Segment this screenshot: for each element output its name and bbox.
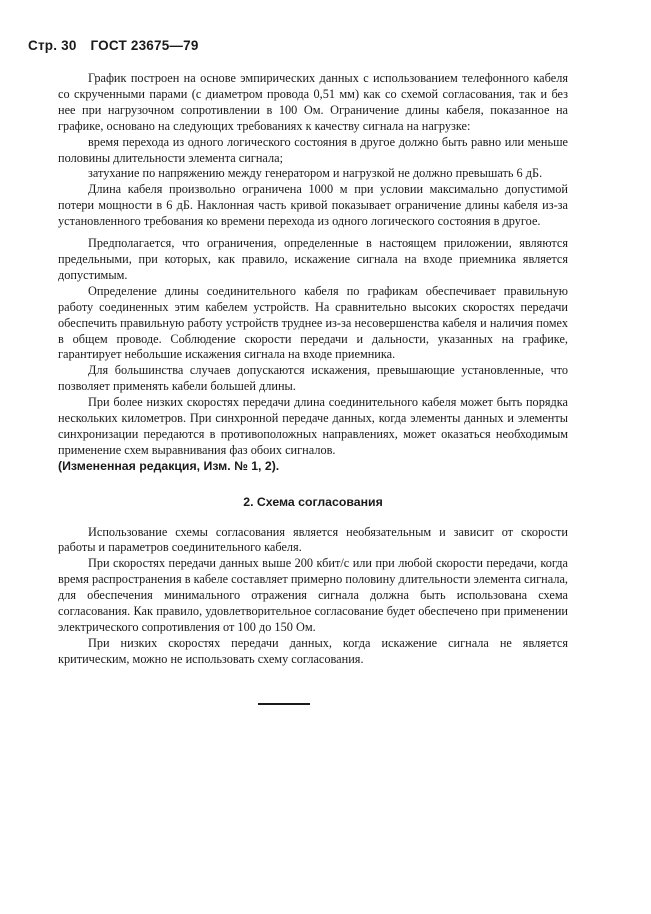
paragraph-length-determination: Определение длины соединительного кабеля по графикам обеспечивает правильную работу соединенных этим кабелем устройств. На сравнительно высоких скоростях передачи обеспечить правильную работу устройств труднее из-за несовершенства кабеля и наличия помех в общем проводе. Соблюдение скорости передачи и дальности, указанных на графике, гарантирует небольшие искажения сигнала на входе приемника. bbox=[58, 283, 568, 362]
end-rule-divider bbox=[258, 703, 310, 705]
document-body bbox=[58, 71, 568, 668]
page-number: Стр. 30 bbox=[28, 38, 77, 53]
standard-designation: ГОСТ 23675—79 bbox=[90, 38, 199, 53]
paragraph-limits-assumption: Предполагается, что ограничения, определенные в настоящем приложении, являются предельными, при которых, как правило, искажение сигнала на входе приемника является допустимым. bbox=[58, 236, 568, 282]
amendment-note: (Измененная редакция, Изм. № 1, 2). bbox=[58, 458, 280, 473]
paragraph-attenuation: затухание по напряжению между генератором и нагрузкой не должно превышать 6 дБ. bbox=[88, 166, 543, 181]
section-title: 2. Схема согласования bbox=[243, 494, 383, 509]
paragraph-distortions: Для большинства случаев допускаются искажения, превышающие установленные, что позволяет применять кабели большей длины. bbox=[58, 363, 568, 394]
paragraph-matching-required: При скоростях передачи данных выше 200 кбит/с или при любой скорости передачи, когда время распространения в кабеле составляет примерно половину длительности элемента сигнала, для обеспечения минимального отражения сигнала должна быть использована схема согласования. Как правило, удовлетворительное согласование будет обеспечено при применении электрического сопротивления от 100 до 150 Ом. bbox=[58, 556, 568, 634]
paragraph-matching-optional: Использование схемы согласования является необязательным и зависит от скорости работы и параметров соединительного кабеля. bbox=[58, 524, 568, 555]
page-header bbox=[28, 38, 209, 53]
paragraph-cable-length-limit: Длина кабеля произвольно ограничена 1000 м при условии максимально допустимой потери мощности в 6 дБ. Наклонная часть кривой показывает ограничение длины кабеля из-за установленного требования ко времени перехода из одного логического состояния в другое. bbox=[58, 182, 568, 229]
paragraph-transition-time: время перехода из одного логического состояния в другое должно быть равно или меньше половины длительности элемента сигнала; bbox=[58, 134, 568, 165]
paragraph-graph-basis: График построен на основе эмпирических данных с использованием телефонного кабеля со скрученными парами (с диаметром провода 0,51 мм) как со схемой согласования, так и без нее при нагрузочном сопротивлении в 100 Ом. Ограничение длины кабеля, показанное на графике, основано на следующих требованиях к качеству сигнала на нагрузке: bbox=[58, 71, 568, 133]
paragraph-matching-not-needed: При низких скоростях передачи данных, когда искажение сигнала не является критическим, можно не использовать схему согласования. bbox=[58, 635, 568, 666]
paragraph-low-speed: При более низких скоростях передачи длина соединительного кабеля может быть порядка нескольких километров. При синхронной передаче данных, когда элементы данных и элементы синхронизации передаются в противоположных направлениях, может оказаться необходимым применение схем выравнивания фаз обоих сигналов. bbox=[58, 395, 568, 457]
